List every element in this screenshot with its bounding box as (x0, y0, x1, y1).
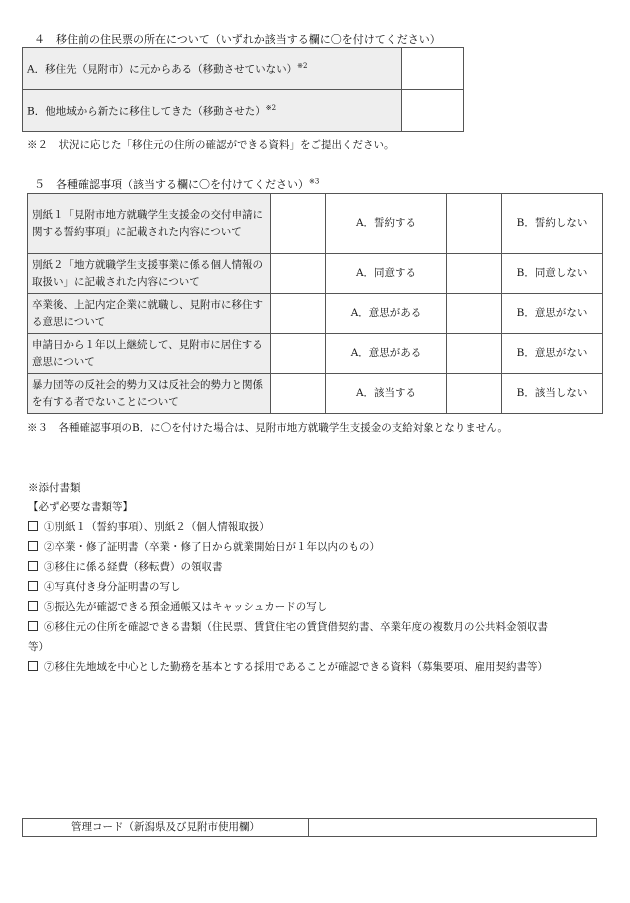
confirm-answer-a-cell[interactable] (271, 194, 326, 254)
attachment-item (28, 659, 548, 674)
confirm-option-a: A．誓約する (326, 194, 447, 254)
confirm-label: 申請日から１年以上継続して、見附市に居住する意思について (28, 334, 271, 374)
confirm-option-b: B．意思がない (502, 334, 603, 374)
section4-title: ４ 移住前の住民票の所在について（いずれか該当する欄に〇を付けてください） (34, 33, 441, 46)
confirm-answer-a-cell[interactable] (271, 334, 326, 374)
confirm-label: 卒業後、上記内定企業に就職し、見附市に移住する意思について (28, 294, 271, 334)
section4-row-a (23, 48, 464, 90)
section4-answer-a[interactable] (402, 48, 464, 90)
confirm-option-a: A．意思がある (326, 334, 447, 374)
section4-option-a (23, 48, 402, 90)
attachment-item-label: ⑤振込先が確認できる預金通帳又はキャッシュカードの写し (44, 601, 328, 613)
attachment-item-wrap: 等） (28, 641, 49, 653)
section4-row-b (23, 90, 464, 132)
checkbox[interactable] (28, 561, 38, 571)
checkbox[interactable] (28, 581, 38, 591)
section4-option-a-label: A．移住先（見附市）に元からある（移動させていない） (27, 63, 298, 76)
section4-option-b-label: B．他地域から新たに移住してきた（移動させた） (27, 105, 266, 118)
note-mark: ※2 (297, 62, 308, 71)
attachment-item (28, 519, 270, 534)
section4-table (22, 47, 464, 132)
section5-table (27, 193, 603, 414)
confirm-answer-a-cell[interactable] (271, 294, 326, 334)
attachment-item (28, 539, 380, 554)
attachment-item-label: ⑦移住先地域を中心とした勤務を基本とする採用であることが確認できる資料（募集要項、雇用契約書等） (44, 661, 548, 673)
section5-title-text: ５ 各種確認事項（該当する欄に〇を付けてください） (34, 178, 309, 191)
attachment-item (28, 559, 223, 574)
confirm-answer-a-cell[interactable] (271, 254, 326, 294)
section5-title (34, 176, 319, 192)
admin-code-label: 管理コード（新潟県及び見附市使用欄） (23, 819, 309, 837)
attachment-item (28, 599, 327, 614)
checkbox[interactable] (28, 661, 38, 671)
section5-note: ※３ 各種確認事項のB．に〇を付けた場合は、見附市地方就職学生支援金の支給対象となりません。 (27, 422, 508, 434)
confirm-option-a: A．同意する (326, 254, 447, 294)
admin-code-table (22, 818, 597, 837)
confirm-option-b: B．誓約しない (502, 194, 603, 254)
note-mark: ※3 (309, 177, 320, 186)
confirm-row (28, 334, 603, 374)
confirm-label: 別紙１「見附市地方就職学生支援金の交付申請に関する誓約事項」に記載された内容について (28, 194, 271, 254)
section4-option-b (23, 90, 402, 132)
attachments-heading: ※添付書類 (28, 482, 81, 494)
attachment-item-label: ④写真付き身分証明書の写し (44, 581, 181, 593)
confirm-answer-b-cell[interactable] (447, 374, 502, 414)
confirm-label: 暴力団等の反社会的勢力又は反社会的勢力と関係を有する者でないことについて (28, 374, 271, 414)
section4-note: ※２ 状況に応じた「移住元の住所の確認ができる資料」をご提出ください。 (27, 139, 395, 151)
confirm-option-b: B．該当しない (502, 374, 603, 414)
confirm-row (28, 374, 603, 414)
attachment-item-label: ①別紙１（誓約事項）、別紙２（個人情報取扱） (44, 521, 270, 533)
confirm-answer-a-cell[interactable] (271, 374, 326, 414)
confirm-option-b: B．同意しない (502, 254, 603, 294)
checkbox[interactable] (28, 621, 38, 631)
confirm-answer-b-cell[interactable] (447, 334, 502, 374)
confirm-answer-b-cell[interactable] (447, 294, 502, 334)
confirm-answer-b-cell[interactable] (447, 254, 502, 294)
attachment-item (28, 579, 181, 594)
confirm-option-a: A．意思がある (326, 294, 447, 334)
checkbox[interactable] (28, 541, 38, 551)
checkbox[interactable] (28, 601, 38, 611)
confirm-answer-b-cell[interactable] (447, 194, 502, 254)
checkbox[interactable] (28, 521, 38, 531)
attachment-item-label: ③移住に係る経費（移転費）の領収書 (44, 561, 223, 573)
confirm-label: 別紙２「地方就職学生支援事業に係る個人情報の取扱い」に記載された内容について (28, 254, 271, 294)
attachment-item-label: ⑥移住元の住所を確認できる書類（住民票、賃貸住宅の賃貸借契約書、卒業年度の複数月の公共料金領収書 (44, 621, 548, 633)
attachments-subheading: 【必ず必要な書類等】 (28, 501, 133, 513)
confirm-option-b: B．意思がない (502, 294, 603, 334)
note-mark: ※2 (265, 104, 277, 113)
section4-answer-b[interactable] (402, 90, 464, 132)
attachment-item-label: ②卒業・修了証明書（卒業・修了日から就業開始日が１年以内のもの） (44, 541, 380, 553)
admin-code-field[interactable] (309, 819, 597, 837)
confirm-row (28, 294, 603, 334)
attachment-item (28, 619, 608, 634)
confirm-row (28, 254, 603, 294)
confirm-row (28, 194, 603, 254)
confirm-option-a: A．該当する (326, 374, 447, 414)
